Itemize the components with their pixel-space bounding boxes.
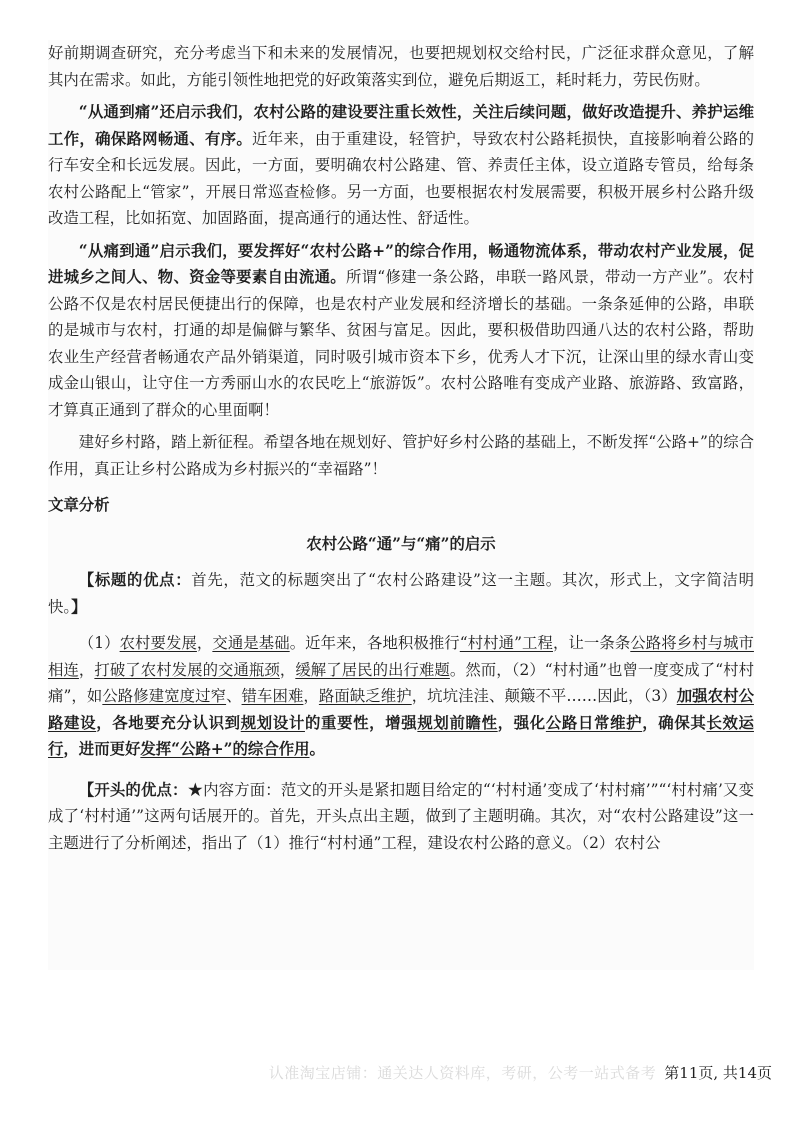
- bold-run: ，确保其: [642, 713, 707, 732]
- paragraph-text: 近年来，由于重建设，轻管护，导致农村公路耗损快，直接影响着公路的行车安全和长远发展。因此，一方面，要明确农村公路建、管、养责任主体，设立道路专管员，给每条农村公路配上“管家”，开展日常巡查检修。另一方面，也要根据农村发展需要，积极开展乡村公路升级改造工程，比如拓宽、加固路面，提高通行的通达性、舒适性。: [48, 129, 754, 227]
- paragraph-lead: “从通到痛”还启示我们，农村公路的建设要注重长效性，关注后续问题，做好改造提升、养护运维工作，确保路网畅通、有序。: [48, 103, 754, 148]
- paragraph-text: 建好乡村路，踏上新征程。希望各地在规划好、管护好乡村公路的基础上，不断发挥“公路+”的综合作用，真正让乡村公路成为乡村振兴的“幸福路”！: [48, 433, 754, 478]
- bold-underlined-phrase: 规划设计: [240, 713, 305, 732]
- bold-underlined-phrase: 加强农村公路建设: [48, 687, 754, 732]
- underlined-phrase: 错车困难: [241, 687, 304, 705]
- page-footer: [48, 1062, 772, 1086]
- bold-underlined-phrase: 公路日常维护: [545, 713, 643, 732]
- section-heading: 文章分析: [48, 496, 110, 514]
- paragraph-3: [48, 238, 754, 424]
- paragraph-2: [48, 99, 754, 232]
- analysis-excerpt: [48, 630, 754, 763]
- underlined-phrase: 路面缺乏维护: [318, 687, 412, 705]
- paragraph-text: ★内容方面：范文的开头是紧扣题目给定的“‘村村通’变成了‘村村痛’”“‘村村痛’又变成了‘村村通’”这两句话展开的。首先，开头点出主题，做到了主题明确。其次，对“农村公路建设”这一主题进行了分析阐述，指出了（1）推行“村村通”工程，建设农村公路的意义。（2）农村公: [48, 780, 754, 852]
- underlined-phrase: 打破了农村发展的交通瓶颈: [94, 660, 280, 679]
- underlined-phrase: “村村通”工程: [459, 634, 553, 652]
- bold-run: ，进而更好: [63, 740, 141, 758]
- document-page: [48, 40, 754, 970]
- paragraph-text: 好前期调查研究，充分考虑当下和未来的发展情况，也要把规划权交给村民，广泛征求群众意见，了解其内在需求。如此，方能引领性地把党的好政策落实到位，避免后期返工，耗时耗力，劳民伤财。: [48, 44, 754, 89]
- bold-run: ，强化: [497, 713, 546, 732]
- text-run: ，让一条条: [552, 634, 631, 652]
- paragraph-4: [48, 429, 754, 482]
- bracket-close: 】: [71, 597, 87, 616]
- text-run: 、: [226, 687, 242, 705]
- paragraph-text: 所谓“修建一条公路，串联一路风景，带动一方产业”。农村公路不仅是农村居民便捷出行的保障，也是农村产业发展和经济增长的基础。一条条延伸的公路，串联的是城市与农村，打通的却是偏僻与繁华、贫困与富足。因此，要积极借助四通八达的农村公路，帮助农业生产经营者畅通农产品外销渠道，同时吸引城市资本下乡，优秀人才下沉，让深山里的绿水青山变成金山银山，让守住一方秀丽山水的农民吃上“旅游饭”。农村公路唯有变成产业路、旅游路、致富路，才算真正通到了群众的心里面啊！: [48, 268, 754, 419]
- text-run: 。近年来，各地积极推行: [289, 634, 460, 652]
- text-run: ，: [196, 634, 213, 652]
- text-run: （1）: [78, 634, 120, 652]
- bold-underlined-phrase: 长效运行: [48, 713, 754, 758]
- underlined-phrase: 公路将乡村与城市相连: [48, 634, 754, 679]
- watermark-text: 认准淘宝店铺：通关达人资料库，考研，公考一站式备考: [268, 1064, 657, 1082]
- analysis-opening-merits: [48, 777, 754, 857]
- analysis-title-merits: [48, 567, 754, 620]
- underlined-phrase: 农村要发展: [119, 634, 197, 652]
- paragraph-text: 首先，范文的标题突出了“农村公路建设”这一主题。其次，形式上，文字简洁明快。: [48, 571, 754, 616]
- underlined-phrase: 公路修建宽度过窄: [102, 687, 227, 705]
- paragraph-lead: “从痛到通”启示我们，要发挥好“农村公路+”的综合作用，畅通物流体系，带动农村产业发展，促进城乡之间人、物、资金等要素自由流通。: [48, 241, 754, 286]
- paragraph-1: [48, 40, 754, 93]
- page-number: 第11页, 共14页: [664, 1064, 772, 1082]
- text-run: ，: [303, 687, 319, 705]
- bold-run: ，各地要充分认识到: [96, 713, 241, 732]
- bold-run: 。: [309, 740, 325, 758]
- underlined-phrase: 缓解了居民的出行难题: [295, 660, 450, 679]
- bold-underlined-phrase: 规划前瞻性: [417, 713, 498, 732]
- text-run: ，坑坑洼洼、颠簸不平……因此，（3）: [411, 687, 677, 705]
- text-run: ，: [78, 660, 95, 679]
- bracket-open-label: 【开头的优点：: [78, 780, 188, 799]
- bracket-open-label: 【标题的优点：: [78, 571, 192, 589]
- bold-underlined-phrase: 发挥“公路+”的综合作用: [140, 740, 310, 758]
- essay-title: 农村公路“通”与“痛”的启示: [306, 534, 496, 553]
- underlined-phrase: 交通是基础: [212, 634, 290, 652]
- text-run: ，: [279, 660, 296, 679]
- text-run: 。然而，（2）“村村通”也曾一度变成了“村村痛”，如: [48, 660, 754, 705]
- bold-run: 的重要性，增强: [304, 713, 418, 732]
